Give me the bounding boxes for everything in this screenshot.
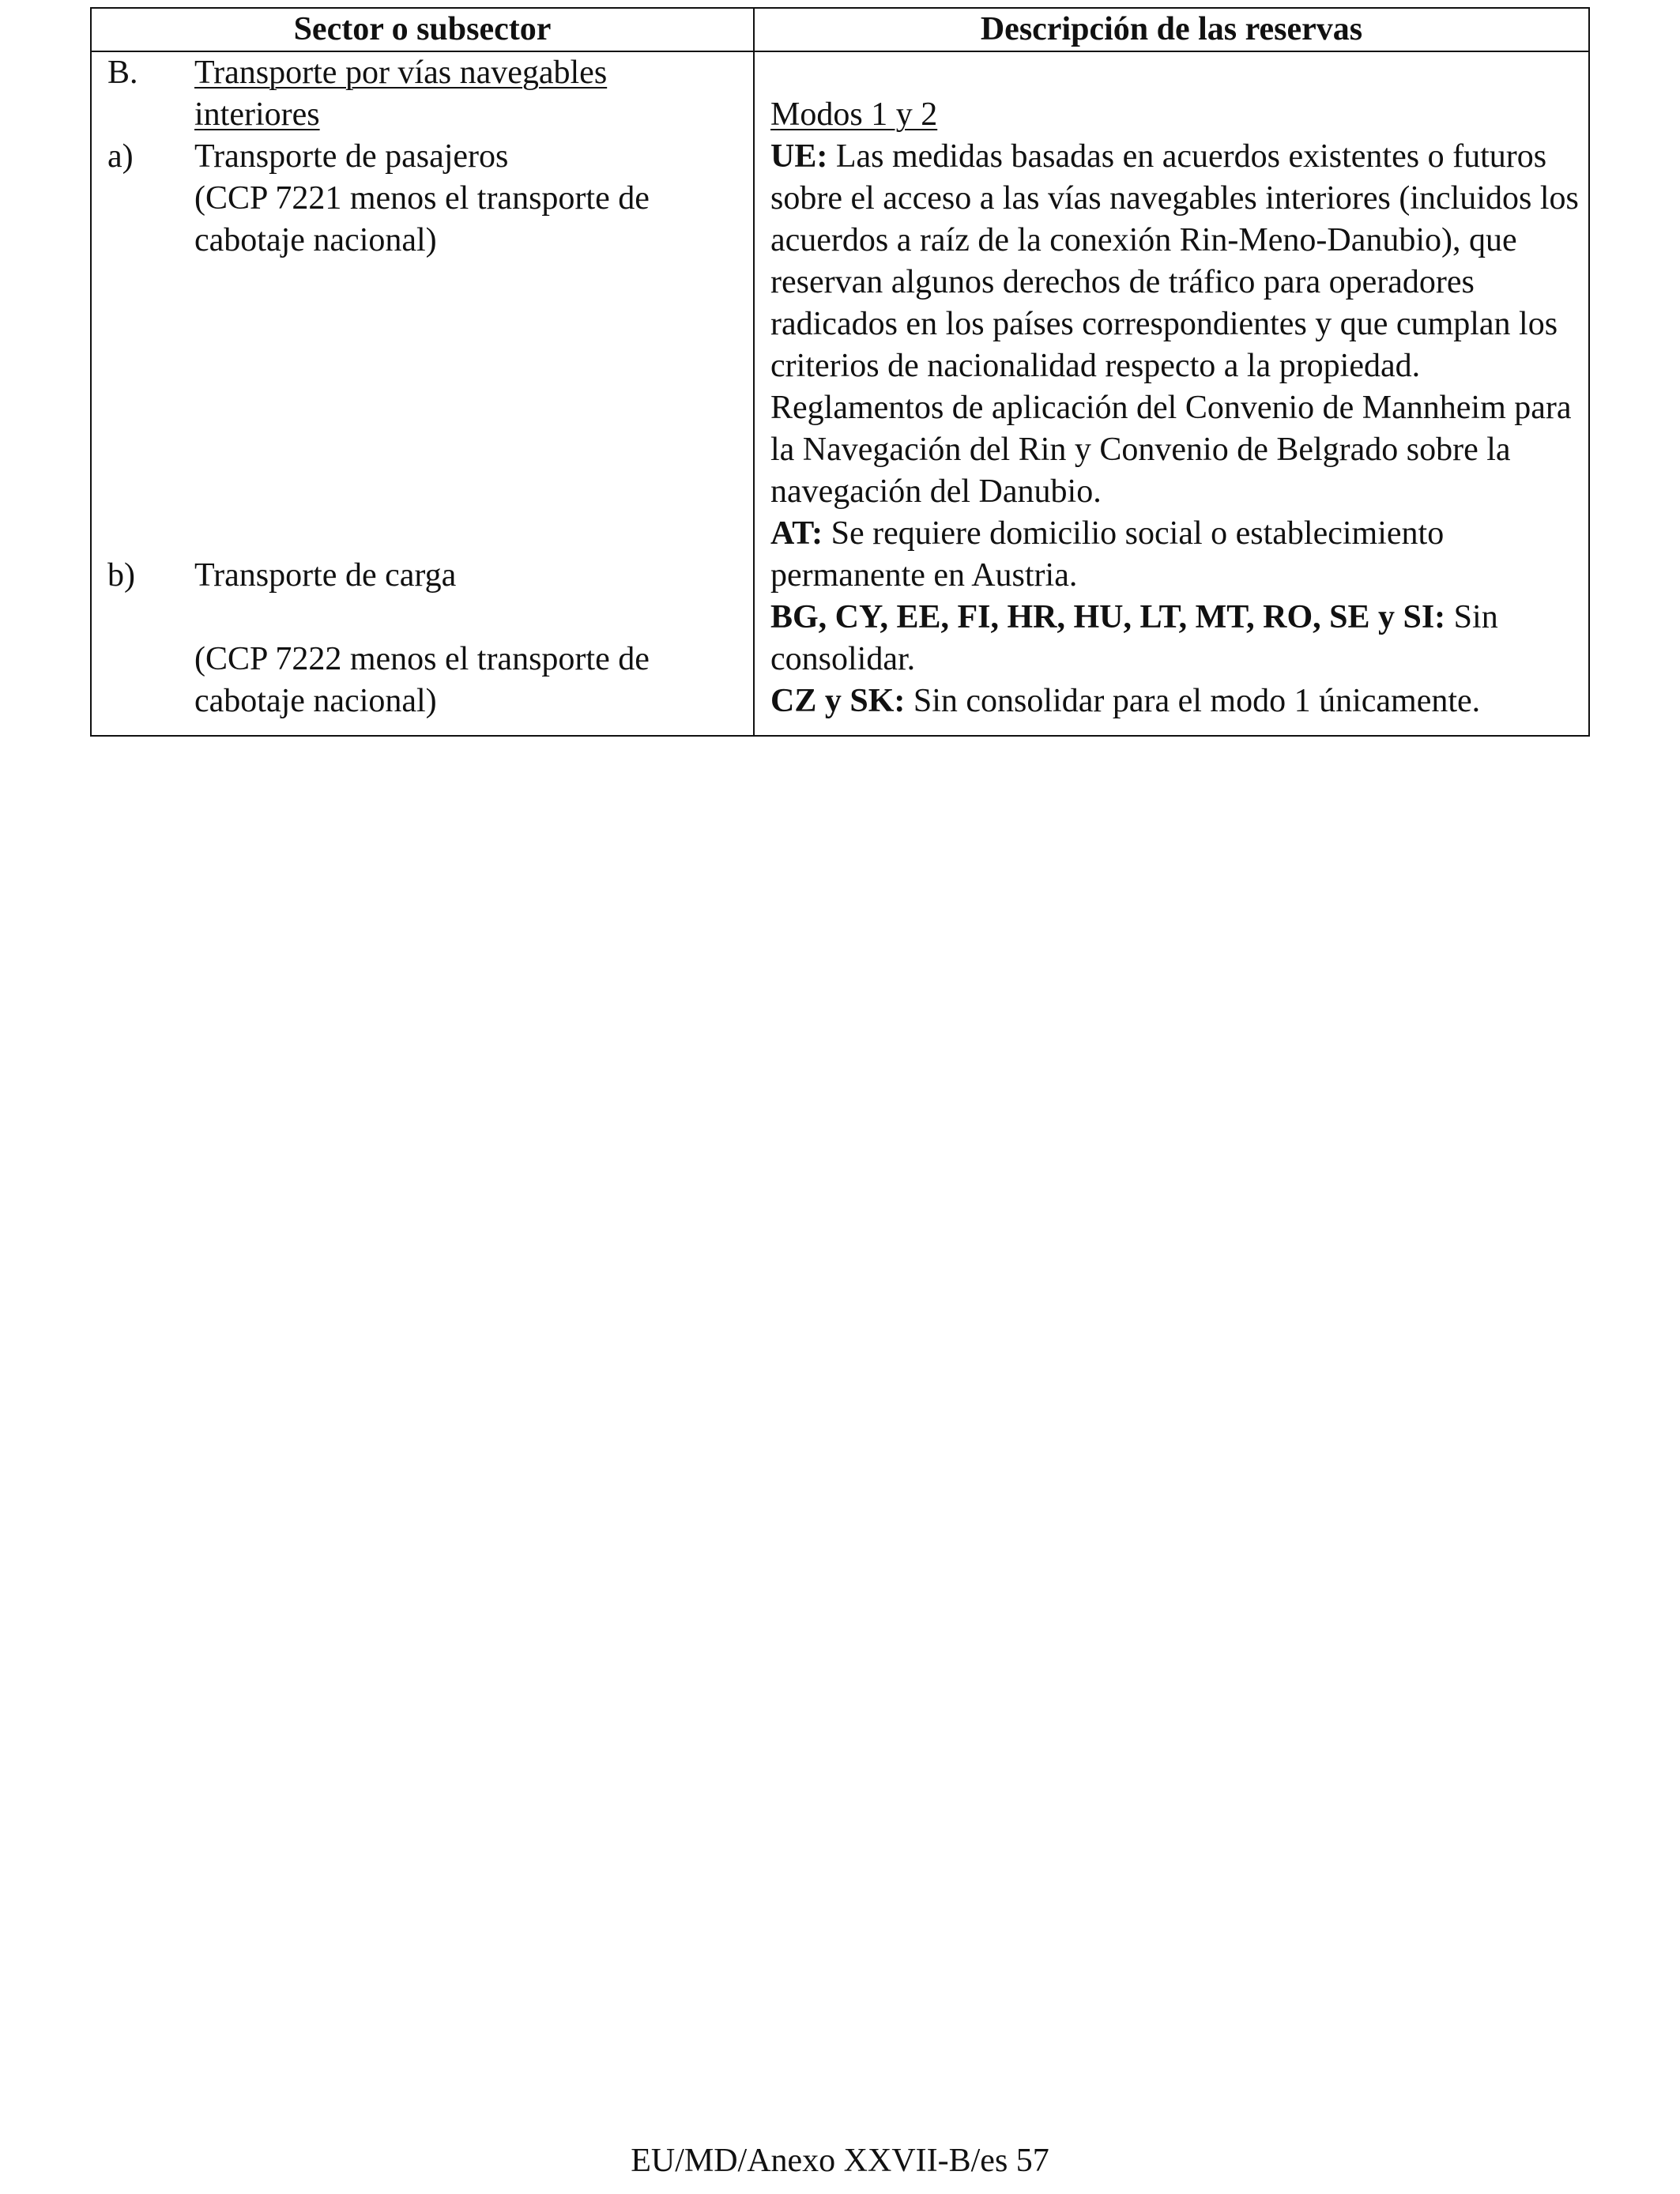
- entry-text: Las medidas basadas en acuerdos existentes o futuros sobre el acceso a las vías navegables interiores (incluidos los acuerdos a raíz de la conexión Rin-Meno-Danubio), que reservan algunos derechos de tráfico para operadores radicados en los países correspondientes y que cumplan los criterios de nacionalidad respecto a la propiedad. Reglamentos de aplicación del Convenio de Mannheim para la Navegación del Rin y Convenio de Belgrado sobre la navegación del Danubio.: [770, 138, 1579, 510]
- table-header-row: [91, 8, 1589, 51]
- section-b-row: [107, 52, 753, 136]
- spacer: [194, 597, 753, 639]
- modes-heading: Modos 1 y 2: [770, 96, 938, 133]
- table-row: [91, 51, 1589, 736]
- item-b-row: [107, 555, 753, 722]
- item-a-title: Transporte de pasajeros: [194, 138, 509, 175]
- spacer: [107, 303, 753, 345]
- spacer: [107, 387, 753, 429]
- entry-code: CZ y SK:: [770, 683, 906, 719]
- entry-cz-sk: [770, 680, 1582, 722]
- entry-ue: [770, 136, 1582, 513]
- item-a-text: [194, 136, 753, 262]
- item-a-ccp-line1: (CCP 7221 menos el transporte de: [194, 180, 650, 217]
- section-label: B.: [107, 55, 138, 91]
- section-title: [194, 52, 753, 136]
- sector-cell: [91, 51, 754, 736]
- item-b-title: Transporte de carga: [194, 557, 457, 594]
- entry-code: UE:: [770, 138, 828, 175]
- item-b-label: b): [107, 557, 135, 594]
- spacer: [107, 513, 753, 555]
- entry-text: Se requiere domicilio social o establecimiento permanente en Austria.: [770, 515, 1445, 594]
- entry-unbound-countries: [770, 597, 1582, 680]
- item-a-ccp-line2: cabotaje nacional): [194, 222, 437, 258]
- page-footer-reference: EU/MD/Anexo XXVII-B/es 57: [631, 2143, 1049, 2179]
- entry-text: Sin consolidar para el modo 1 únicamente.: [905, 683, 1481, 719]
- item-a-label: a): [107, 138, 134, 175]
- item-b-text: [194, 555, 753, 722]
- section-title-line1: Transporte por vías navegables: [194, 55, 608, 91]
- entry-at: [770, 513, 1582, 597]
- spacer: [107, 429, 753, 471]
- item-b-ccp-line2: cabotaje nacional): [194, 683, 437, 719]
- spacer: [107, 262, 753, 303]
- item-a-row: [107, 136, 753, 262]
- header-sector: Sector o subsector: [91, 8, 754, 51]
- spacer: [770, 52, 1582, 94]
- spacer: [107, 345, 753, 387]
- entry-text: Sin consolidar.: [770, 599, 1498, 677]
- spacer: [107, 471, 753, 513]
- header-descripcion: Descripción de las reservas: [754, 8, 1589, 51]
- entry-code: AT:: [770, 515, 823, 552]
- item-b-ccp-line1: (CCP 7222 menos el transporte de: [194, 641, 650, 677]
- entry-code: BG, CY, EE, FI, HR, HU, LT, MT, RO, SE y SI:: [770, 599, 1446, 635]
- section-title-line2: interiores: [194, 96, 320, 133]
- descripcion-cell: [754, 51, 1589, 736]
- reservations-table: [90, 7, 1590, 737]
